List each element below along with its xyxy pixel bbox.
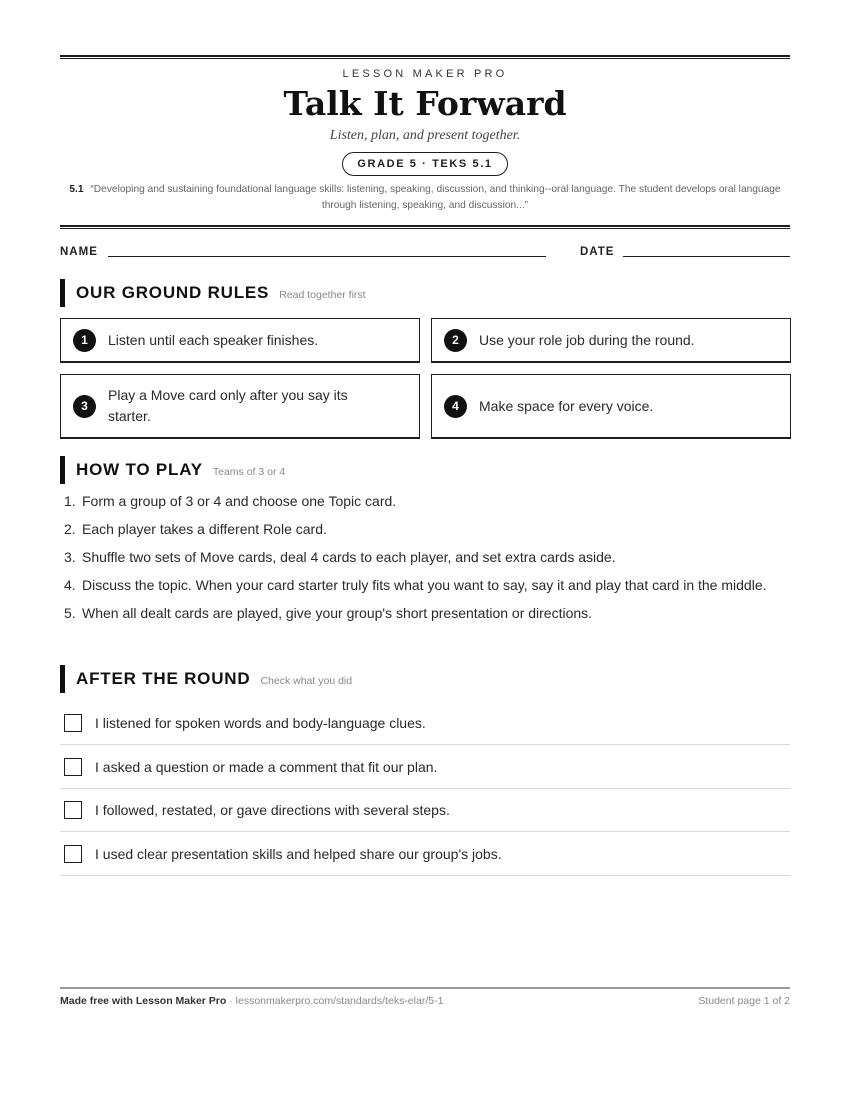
step-text: Form a group of 3 or 4 and choose one Topic card. (82, 493, 397, 509)
how-to-play-heading (60, 456, 285, 484)
top-double-rule (60, 55, 790, 59)
checkbox[interactable] (64, 714, 82, 732)
checkbox[interactable] (64, 845, 82, 863)
name-field[interactable] (108, 256, 546, 257)
section-bar (60, 456, 65, 484)
step-text: Shuffle two sets of Move cards, deal 4 cards to each player, and set extra cards aside. (82, 549, 616, 565)
grade-pill-wrap (0, 152, 850, 176)
footer-credit (60, 995, 443, 1007)
standard-description (60, 182, 790, 214)
made-with-text: Made free with Lesson Maker Pro (60, 995, 227, 1007)
ground-rule-text: Listen until each speaker finishes. (108, 331, 319, 348)
checklist-text: I listened for spoken words and body-language clues. (95, 714, 426, 731)
list-item (64, 547, 784, 568)
section-hint: Check what you did (260, 674, 353, 687)
section-bar (60, 665, 65, 693)
grade-badge: GRADE 5 · TEKS 5.1 (342, 152, 507, 176)
step-number: 5. (64, 605, 76, 621)
list-item (64, 603, 784, 624)
checklist-item (60, 788, 790, 832)
section-title: AFTER THE ROUND (76, 669, 251, 688)
date-label: DATE (580, 246, 615, 258)
step-text: Discuss the topic. When your card starter truly fits what you want to say, say it and play that card in the middle. (82, 577, 767, 593)
checkbox[interactable] (64, 758, 82, 776)
checklist-text: I asked a question or made a comment that fit our plan. (95, 758, 438, 775)
section-hint: Teams of 3 or 4 (212, 465, 286, 478)
step-text: Each player takes a different Role card. (82, 521, 327, 537)
footer-separator: · (226, 995, 236, 1007)
step-number: 2. (64, 521, 76, 537)
page-subtitle: Listen, plan, and present together. (329, 128, 521, 143)
step-number: 1. (64, 493, 76, 509)
ground-rule-card (60, 318, 420, 363)
number-badge: 4 (444, 395, 467, 418)
step-text: When all dealt cards are played, give your group's short presentation or directions. (82, 605, 593, 621)
name-label: NAME (60, 246, 98, 258)
number-badge: 2 (444, 329, 467, 352)
step-number: 3. (64, 549, 76, 565)
ground-rule-text: Play a Move card only after you say its starter. (108, 387, 348, 424)
footer-url[interactable]: lessonmakerpro.com/standards/teks-elar/5-1 (235, 995, 444, 1007)
how-to-play-steps (64, 491, 784, 631)
number-badge: 3 (73, 395, 96, 418)
checklist-item (60, 745, 790, 789)
brand-name: LESSON MAKER PRO (342, 68, 508, 80)
section-hint: Read together first (279, 288, 366, 301)
ground-rule-card (60, 374, 420, 439)
list-item (64, 575, 784, 596)
header-bottom-double-rule (60, 225, 790, 229)
checklist-item (60, 832, 790, 876)
ground-rules-heading (60, 279, 366, 307)
list-item (64, 519, 784, 540)
section-title: OUR GROUND RULES (76, 283, 270, 302)
page-number: Student page 1 of 2 (698, 995, 790, 1007)
ground-rule-card (431, 318, 791, 363)
checklist-text: I used clear presentation skills and helped share our group's jobs. (95, 845, 502, 862)
date-field[interactable] (623, 256, 790, 257)
standard-code: 5.1 (69, 184, 84, 195)
page-title: Talk It Forward (283, 84, 567, 123)
ground-rule-text: Make space for every voice. (479, 397, 654, 414)
section-bar (60, 279, 65, 307)
step-number: 4. (64, 577, 76, 593)
number-badge: 1 (73, 329, 96, 352)
footer-rule (60, 987, 790, 989)
standard-text: “Developing and sustaining foundational language skills: listening, speaking, discussion, and thinking--oral language. The student develops oral language through listening, speaking, and discussion...” (90, 184, 781, 211)
after-round-heading (60, 665, 352, 693)
checklist-text: I followed, restated, or gave directions with several steps. (95, 801, 450, 818)
ground-rule-text: Use your role job during the round. (479, 331, 695, 348)
checklist-item (60, 701, 790, 745)
ground-rule-card (431, 374, 791, 439)
section-title: HOW TO PLAY (76, 460, 203, 479)
list-item (64, 491, 784, 512)
checkbox[interactable] (64, 801, 82, 819)
